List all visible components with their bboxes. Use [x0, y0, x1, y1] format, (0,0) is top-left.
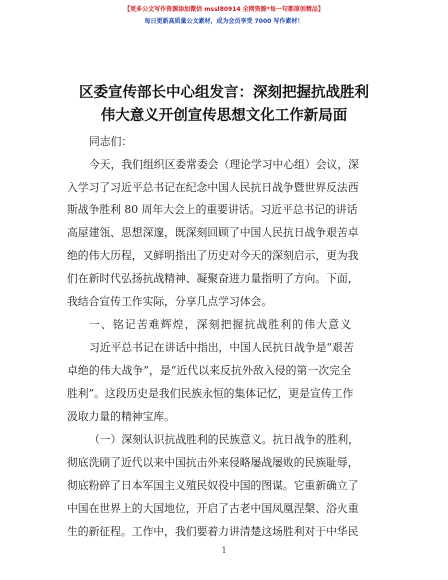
paragraph-line: 彻底粉碎了日本军国主义殖民奴役中国的图谋。它重新确立了 [67, 479, 359, 492]
paragraph-line: 汲取力量的精神宝库。 [67, 410, 175, 423]
paragraph-line: 高屋建瓴、思想深邃，既深刻回顾了中国人民抗日战争艰苦卓 [67, 226, 359, 239]
paragraph-line: （一）深刻认识抗战胜利的民族意义。抗日战争的胜利， [89, 433, 359, 446]
paragraph-line: 彻底洗刷了近代以来中国抗击外来侵略屡战屡败的民族耻辱， [67, 456, 359, 469]
paragraph-line: 胜利”。这段历史是我们民族永恒的集体记忆，更是宣传工作 [67, 387, 354, 400]
section-heading: 一、铭记苦难辉煌，深刻把握抗战胜利的伟大意义 [89, 318, 351, 331]
promo-line-1: 【更多公文写作资源添加微信 mssl80914 全网资源*每一句都原创精品】 [124, 6, 324, 13]
paragraph-line: 我结合宣传工作实际，分享几点学习体会。 [67, 295, 273, 308]
paragraph-line: 们在新时代弘扬抗战精神、凝聚奋进力量指明了方向。下面， [67, 272, 359, 285]
paragraph-line: 卓绝的伟大战争”，是“近代以来反抗外敌入侵的第一次完全 [67, 364, 351, 377]
paragraph-line: 中国在世界上的大国地位，开启了古老中国凤凰涅槃、浴火重 [67, 502, 359, 515]
paragraph-line: 今天，我们组织区委常委会（理论学习中心组）会议，深 [89, 158, 359, 171]
title-line-1: 区委宣传部长中心组发言：深刻把握抗战胜利 [79, 85, 369, 101]
promo-line-2: 每日更新高质量公文素材，成为会员享受 7000 写作素材！ [144, 18, 304, 25]
paragraph-line: 入学习了习近平总书记在纪念中国人民抗日战争暨世界反法西 [67, 181, 359, 194]
title-line-2: 伟大意义开创宣传思想文化工作新局面 [100, 108, 348, 124]
page-number: 1 [221, 546, 227, 555]
paragraph-line: 习近平总书记在讲话中指出，中国人民抗日战争是“艰苦 [89, 341, 354, 354]
paragraph-line: 绝的伟大历程，又鲜明指出了历史对今天的深刻启示，更为我 [67, 249, 359, 262]
paragraph-line: 生的新征程。工作中，我们要着力讲清楚这场胜利对于中华民 [67, 525, 359, 538]
paragraph-line: 斯战争胜利 80 周年大会上的重要讲话。习近平总书记的讲话 [67, 203, 358, 216]
salutation: 同志们： [89, 135, 133, 148]
